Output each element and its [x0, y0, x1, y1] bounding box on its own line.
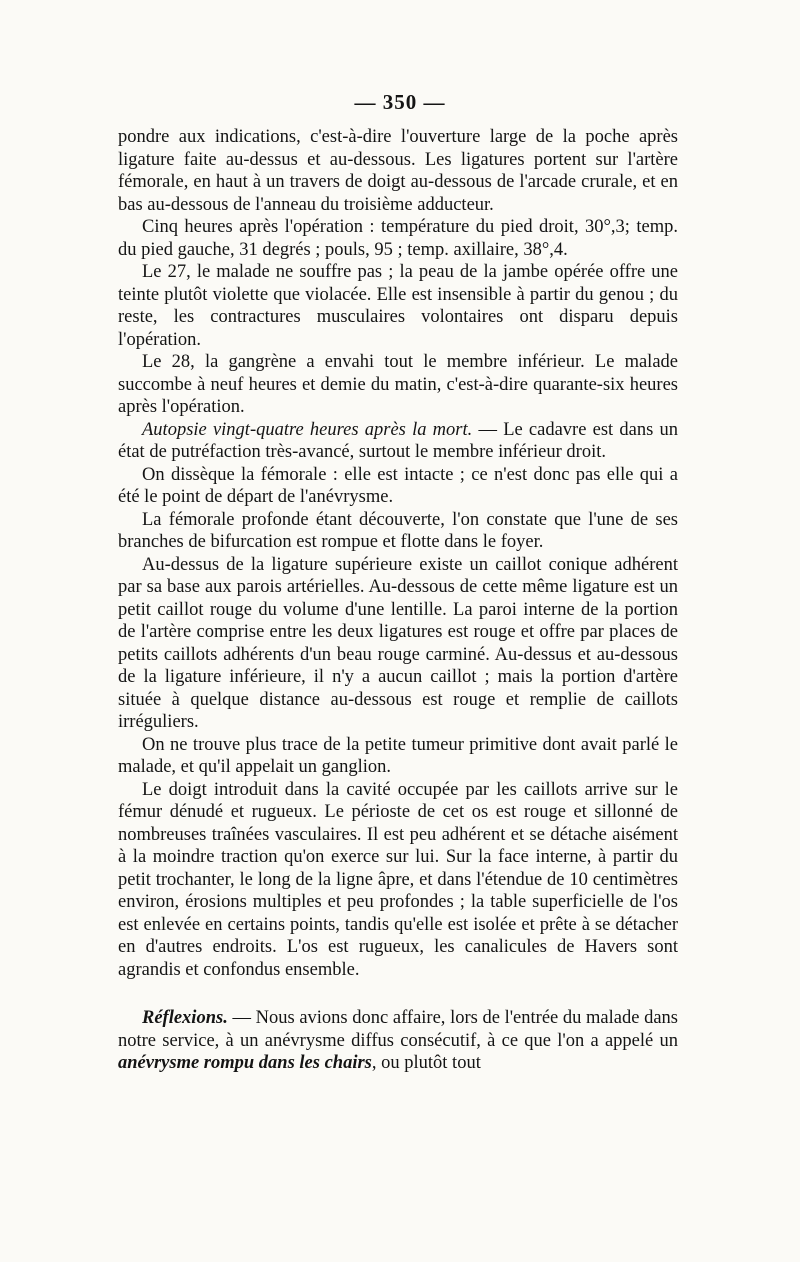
paragraph-femur: Le doigt introduit dans la cavité occupée par les caillots arrive sur le fémur dénudé et rugueux. Le périoste de cet os est rouge et sillonné de nombreuses traînées vasculaires. Il est peu adhérent et se détache aisément à la moindre traction qu'on exerce sur lui. Sur la face interne, à partir du petit trochanter, le long de la ligne âpre, et dans l'étendue de 10 centimètres environ, érosions multiples et peu profondes ; la table superficielle de l'os est enlevée en certains points, tandis qu'elle est isolée et prête à se détacher en d'autres endroits. L'os est rugueux, les canalicules de Havers sont agrandis et confondus ensemble. [118, 779, 678, 980]
autopsy-heading: Autopsie vingt-quatre heures après la mort. [142, 419, 473, 440]
page-number: — 350 — [354, 90, 446, 114]
reflexions-heading: Réflexions. [142, 1008, 228, 1028]
paragraph-day-27: Le 27, le malade ne souffre pas ; la peau de la jambe opérée offre une teinte plutôt violette que violacée. Elle est insensible à partir du genou ; du reste, les contractures musculaires volontaires ont disparu depuis l'opération. [118, 262, 678, 350]
reflexions-text-1: Nous avions donc affaire, lors de l'entrée du malade dans notre service, à un anévrysme diffus consécutif, à ce que l'on a appelé un [118, 1008, 679, 1051]
paragraph-femorale: On dissèque la fémorale : elle est intacte ; ce n'est donc pas elle qui a été le point de départ de l'anévrysme. [118, 464, 678, 507]
paragraph-reflexions [118, 1007, 678, 1075]
reflexions-emphasis: anévrysme rompu dans les chairs [118, 1053, 372, 1073]
paragraph-day-28: Le 28, la gangrène a envahi tout le membre inférieur. Le malade succombe à neuf heures et demie du matin, c'est-à-dire quarante-six heures après l'opération. [118, 352, 678, 417]
paragraph-temperatures: Cinq heures après l'opération : température du pied droit, 30°,3; temp. du pied gauche, 31 degrés ; pouls, 95 ; temp. axillaire, 38°,4. [118, 217, 678, 260]
autopsy-dash: — [472, 419, 504, 440]
paragraph-ligature: pondre aux indications, c'est-à-dire l'ouverture large de la poche après ligature faite au-dessus et au-dessous. Les ligatures portent sur l'artère fémorale, en haut à un travers de doigt au-dessous de l'arcade crurale, et en bas au-dessous de l'anneau du troisième adducteur. [118, 127, 678, 215]
page-body [118, 126, 678, 1075]
paragraph-caillots: Au-dessus de la ligature supérieure existe un caillot conique adhérent par sa base aux parois artérielles. Au-dessous de cette même ligature est un petit caillot rouge du volume d'une lentille. La paroi interne de la portion de l'artère comprise entre les deux ligatures est rouge et offre par places de petits caillots adhérents d'un beau rouge carminé. Au-dessus et au-dessous de la ligature inférieure, il n'y a aucun caillot ; mais la portion d'artère située à quelque distance au-dessous est rouge et remplie de caillots irréguliers. [118, 554, 678, 732]
autopsy-text: Le cadavre est dans un état de putréfaction très-avancé, surtout le membre inférieur droit. [118, 419, 679, 462]
paragraph-femorale-profonde: La fémorale profonde étant découverte, l'on constate que l'une de ses branches de bifurcation est rompue et flotte dans le foyer. [118, 509, 678, 552]
paragraph-tumeur: On ne trouve plus trace de la petite tumeur primitive dont avait parlé le malade, et qu'il appelait un ganglion. [118, 734, 678, 777]
paragraph-autopsy [118, 419, 678, 464]
reflexions-dash: — [227, 1008, 256, 1028]
reflexions-text-2: , ou plutôt tout [371, 1053, 481, 1073]
